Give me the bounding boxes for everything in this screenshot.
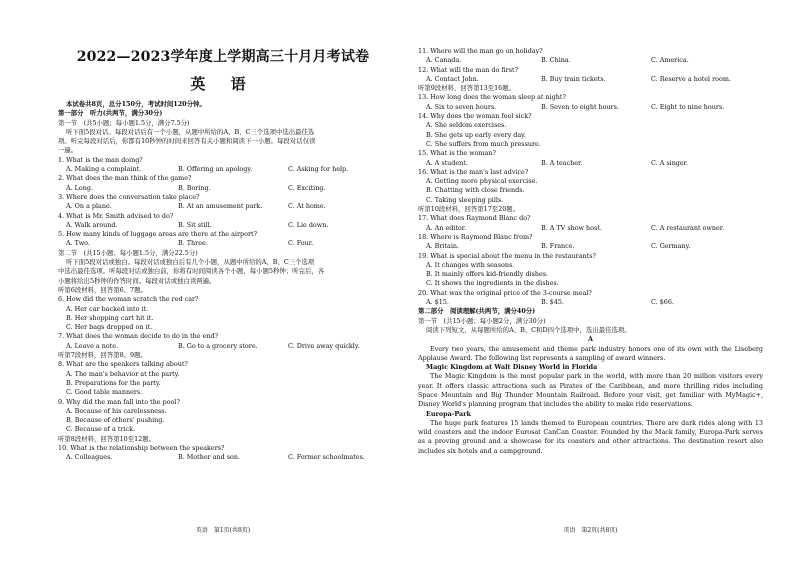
question-5-options <box>58 239 388 248</box>
option-b: B. Sit still. <box>178 220 212 229</box>
passage-subheading: Europa-Park <box>426 409 471 418</box>
passage-paragraph: Every two years, the amusement and theme park industry honors one of its own with the Liseberg Applause Award. The following list represents a sampling of award winners. <box>418 344 763 362</box>
part1-heading: 第一部分 听力(共两节，满分30分) <box>58 109 163 118</box>
question-17-options <box>418 224 763 233</box>
option-b: B. Buy train tickets. <box>541 74 606 83</box>
option-c: C. Reserve a hotel room. <box>651 74 731 83</box>
option-b: B. She gets up early every day. <box>426 130 526 139</box>
option-a: A. Her car backed into it. <box>66 304 149 313</box>
option-c: C. Former schoolmates. <box>288 453 365 462</box>
option-b: B. Preparations for the party. <box>66 378 161 387</box>
option-c: C. Taking sleeping pills. <box>426 195 504 204</box>
option-c: C. Germany. <box>651 242 691 251</box>
question-13-options <box>418 103 763 112</box>
option-b: B. A TV show host. <box>541 223 602 232</box>
option-a: A. Making a complaint. <box>66 165 142 174</box>
option-a: A. $15. <box>426 298 449 307</box>
option-b: B. Chatting with close friends. <box>426 186 525 195</box>
question-17: 17. What does Raymond Blanc do? <box>418 214 531 223</box>
option-b: B. At an amusement park. <box>178 202 263 211</box>
exam-title: 2022—2023学年度上学期高三十月月考试卷 <box>76 49 370 65</box>
question-12: 12. What will the man do first? <box>418 65 518 74</box>
question-3: 3. Where does the conversation take place? <box>58 192 200 201</box>
question-19: 19. What is special about the menu in the restaurants? <box>418 251 596 260</box>
exam-intro: 本试卷共8页，总分150分，考试时间120分钟。 <box>66 100 206 108</box>
option-a: A. It changes with seasons. <box>426 260 515 269</box>
option-c: C. At home. <box>288 202 326 211</box>
option-c: C. Drive away quickly. <box>288 341 360 350</box>
option-c: C. A restaurant owner. <box>651 223 725 232</box>
option-c: C. It shows the ingredients in the dishes. <box>426 279 559 288</box>
option-c: C. Eight to nine hours. <box>651 102 725 111</box>
question-11-options <box>418 56 763 65</box>
option-a: A. Leave a note. <box>66 341 119 350</box>
section2-instructions-line: 中选出最佳选项。听每段对话或独白前，你将有时间阅读各个小题，每小题5秒钟；听完后，各 <box>58 267 325 276</box>
option-c: C. Exciting. <box>288 183 326 192</box>
option-a: A. Two. <box>66 239 90 248</box>
section1-instructions-line: 一遍。 <box>58 146 78 155</box>
option-a: A. The man's behavior at the party. <box>66 369 180 378</box>
question-7: 7. What does the woman decide to do in the end? <box>58 332 219 341</box>
question-10: 10. What is the relationship between the speakers? <box>58 443 225 452</box>
question-3-options <box>58 202 388 211</box>
section2-instructions-line: 听下面5段对话或独白。每段对话或独白后有几个小题，从题中所给的A、B、C三个选项 <box>66 258 315 267</box>
option-b: B. France. <box>541 242 575 251</box>
question-8: 8. What are the speakers talking about? <box>58 360 188 369</box>
option-c: C. America. <box>651 56 689 65</box>
question-1-options <box>58 165 388 174</box>
page-footer: 英语 第2页(共8页) <box>563 527 618 534</box>
option-b: B. Offering an apology. <box>178 165 253 174</box>
right-page <box>418 0 763 562</box>
option-b: B. Three. <box>178 239 208 248</box>
option-c: C. Because of a trick. <box>66 425 136 434</box>
question-16: 16. What is the man's last advice? <box>418 167 529 176</box>
passage-paragraph: The huge park features 15 lands themed to European countries. There are dark rides along with 13 wild coasters and the indoor Eurosat CanCan Coaster. Founded by the Mack family, Europa-Park serves as a proving ground and a showcase for its coasters and other attractions. The destination resort also includes six hotels and a campground. <box>418 418 763 455</box>
option-c: C. $66. <box>651 298 674 307</box>
question-15-options <box>418 159 763 168</box>
question-7-options <box>58 342 388 351</box>
option-a: A. A student. <box>426 158 468 167</box>
option-a: A. She seldom exercises. <box>426 121 507 130</box>
question-14: 14. Why does the woman feel sick? <box>418 112 532 121</box>
option-c: C. A singer. <box>651 158 689 167</box>
option-a: A. Contact John. <box>426 74 479 83</box>
section1-heading: 第一节 (共5小题；每小题1.5分，满分7.5分) <box>58 118 190 127</box>
section2-heading: 第二节 (共15小题；每小题1.5分，满分22.5分) <box>58 248 198 257</box>
section2-instructions-line: 小题将给出5秒钟的作答时间。每段对话或独白读两遍。 <box>58 276 216 285</box>
right-page-body <box>418 47 763 456</box>
question-9: 9. Why did the man fall into the pool? <box>58 397 180 406</box>
material-8-note: 听第8段材料，回答第10至12题。 <box>58 434 156 443</box>
section1-instructions-line: 听下面5段对话。每段对话后有一个小题，从题中所给的A、B、C三个选项中选出最佳选 <box>66 127 315 136</box>
option-b: B. Seven to eight hours. <box>541 102 619 111</box>
question-18-options <box>418 242 763 251</box>
option-c: C. Asking for help. <box>288 165 349 174</box>
question-6: 6. How did the woman scratch the red car? <box>58 295 199 304</box>
option-a: A. On a plane. <box>66 202 112 211</box>
option-b: B. Go to a grocery store. <box>178 341 258 350</box>
material-10-note: 听第10段材料，回答第17至20题。 <box>418 205 520 214</box>
option-b: B. Her shopping cart hit it. <box>66 313 154 322</box>
question-11: 11. Where will the man go on holiday? <box>418 47 543 55</box>
left-page <box>58 0 388 562</box>
option-c: C. She suffers from much pressure. <box>426 139 541 148</box>
option-b: B. Because of others' pushing. <box>66 416 165 425</box>
question-18: 18. Where is Raymond Blanc from? <box>418 232 533 241</box>
question-20-options <box>418 298 763 307</box>
option-a: A. Canada. <box>426 56 462 65</box>
section1-instructions-line: 项。听完每段对话后，你都有10秒钟的时间来回答有关小题和阅读下一小题。每段对话仅读 <box>58 137 316 146</box>
option-a: A. Colleagues. <box>66 453 113 462</box>
option-c: C. Lie down. <box>288 220 329 229</box>
option-a: A. Britain. <box>426 242 460 251</box>
material-6-note: 听第6段材料，回答第6、7题。 <box>58 285 147 294</box>
option-a: A. Because of his carelessness. <box>66 406 167 415</box>
question-2: 2. What does the man think of the game? <box>58 174 192 183</box>
question-12-options <box>418 75 763 84</box>
option-b: B. A teacher. <box>541 158 583 167</box>
question-13: 13. How long does the woman sleep at night? <box>418 93 566 102</box>
option-a: A. An editor. <box>426 223 467 232</box>
option-b: B. Mother and son. <box>178 453 241 462</box>
option-c: C. Her bags dropped on it. <box>66 323 153 332</box>
question-10-options <box>58 453 388 462</box>
option-b: B. Boring. <box>178 183 211 192</box>
option-b: B. China. <box>541 56 571 65</box>
option-a: A. Six to seven hours. <box>426 102 497 111</box>
part2-section1-heading: 第一节 (共15小题；每小题2分，满分30分) <box>418 316 546 325</box>
question-2-options <box>58 184 388 193</box>
exam-subject: 英 语 <box>190 75 256 93</box>
page-footer: 英语 第1页(共8页) <box>195 527 251 534</box>
option-b: B. $45. <box>541 298 564 307</box>
question-5: 5. How many kinds of luggage areas are there at the airport? <box>58 230 257 239</box>
part2-heading: 第二部分 阅读理解(共两节，满分40分) <box>418 307 536 316</box>
left-page-body <box>58 100 388 463</box>
option-c: C. Good table manners. <box>66 388 143 397</box>
question-1: 1. What is the man doing? <box>58 155 143 164</box>
passage-subheading: Magic Kingdom at Walt Disney World in Florida <box>426 363 598 372</box>
passage-label: A <box>588 335 593 344</box>
part2-instructions: 阅读下列短文，从每题所给的A、B、C和D四个选项中，选出最佳选项。 <box>426 325 631 334</box>
option-b: B. It mainly offers kid-friendly dishes. <box>426 270 549 279</box>
material-9-note: 听第9段材料，回答第13至16题。 <box>418 84 516 93</box>
question-4: 4. What is Mr. Smith advised to do? <box>58 211 174 220</box>
question-20: 20. What was the original price of the 3-course meal? <box>418 288 592 297</box>
material-7-note: 听第7段材料，回答第8、9题。 <box>58 351 147 360</box>
option-a: A. Long. <box>66 183 94 192</box>
option-a: A. Walk around. <box>66 220 118 229</box>
option-a: A. Getting more physical exercise. <box>426 177 538 186</box>
passage-paragraph: The Magic Kingdom is the most popular park in the world, with more than 20 million visitors every year. It offers classic attractions such as Pirates of the Caribbean, and more thrilling rides including Space Mountain and Big Thunder Mountain Railroad. Before your visit, get familiar with MyMagic+, Disney World's planning program that includes the ability to make ride reservations. <box>418 372 763 409</box>
option-c: C. Four. <box>288 239 314 248</box>
question-15: 15. What is the woman? <box>418 149 496 158</box>
question-4-options <box>58 221 388 230</box>
